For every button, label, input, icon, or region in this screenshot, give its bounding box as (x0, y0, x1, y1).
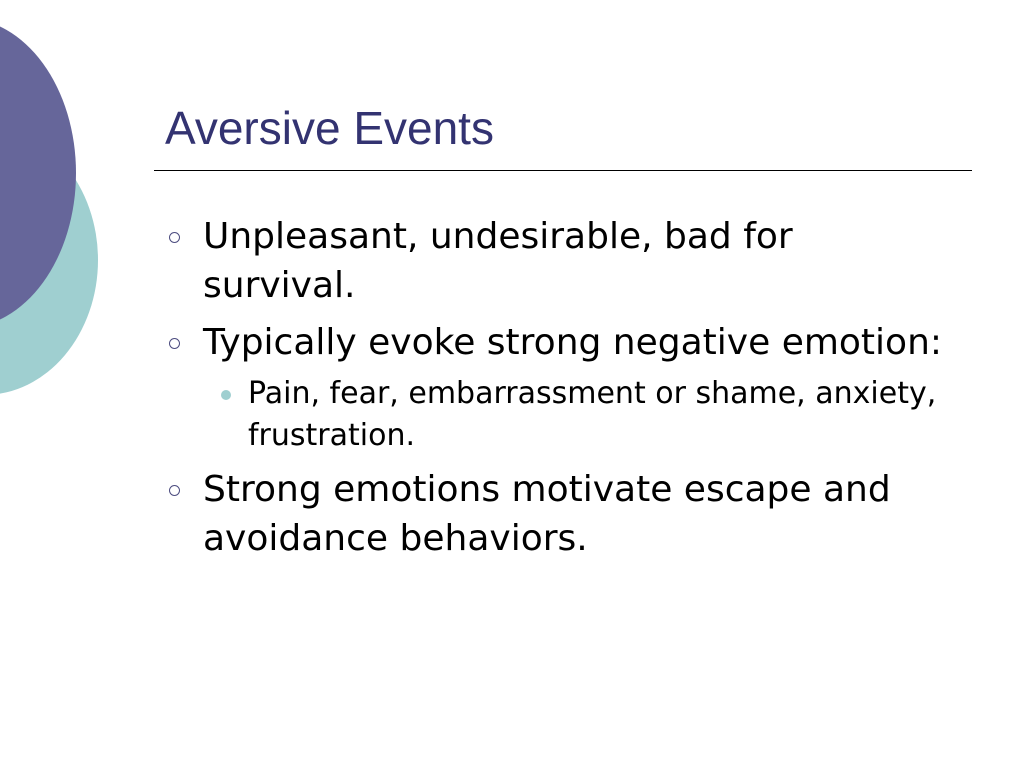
hollow-circle-bullet-icon (169, 338, 180, 349)
title-divider (154, 170, 972, 171)
bullet-text: Typically evoke strong negative emotion: (203, 322, 943, 363)
hollow-circle-bullet-icon (169, 232, 180, 243)
bullet-text: Unpleasant, undesirable, bad for survival. (203, 216, 793, 306)
hollow-circle-bullet-icon (169, 485, 180, 496)
list-item (165, 465, 955, 563)
slide-title: Aversive Events (165, 102, 494, 154)
sub-list-item (203, 373, 955, 457)
filled-dot-bullet-icon (221, 390, 231, 400)
bullet-text: Strong emotions motivate escape and avoidance behaviors. (203, 469, 891, 559)
list-item (165, 318, 955, 457)
sub-bullet-list (203, 373, 955, 457)
sub-bullet-text: Pain, fear, embarrassment or shame, anxiety, frustration. (248, 376, 937, 453)
list-item (165, 212, 955, 310)
bullet-list (165, 212, 955, 571)
